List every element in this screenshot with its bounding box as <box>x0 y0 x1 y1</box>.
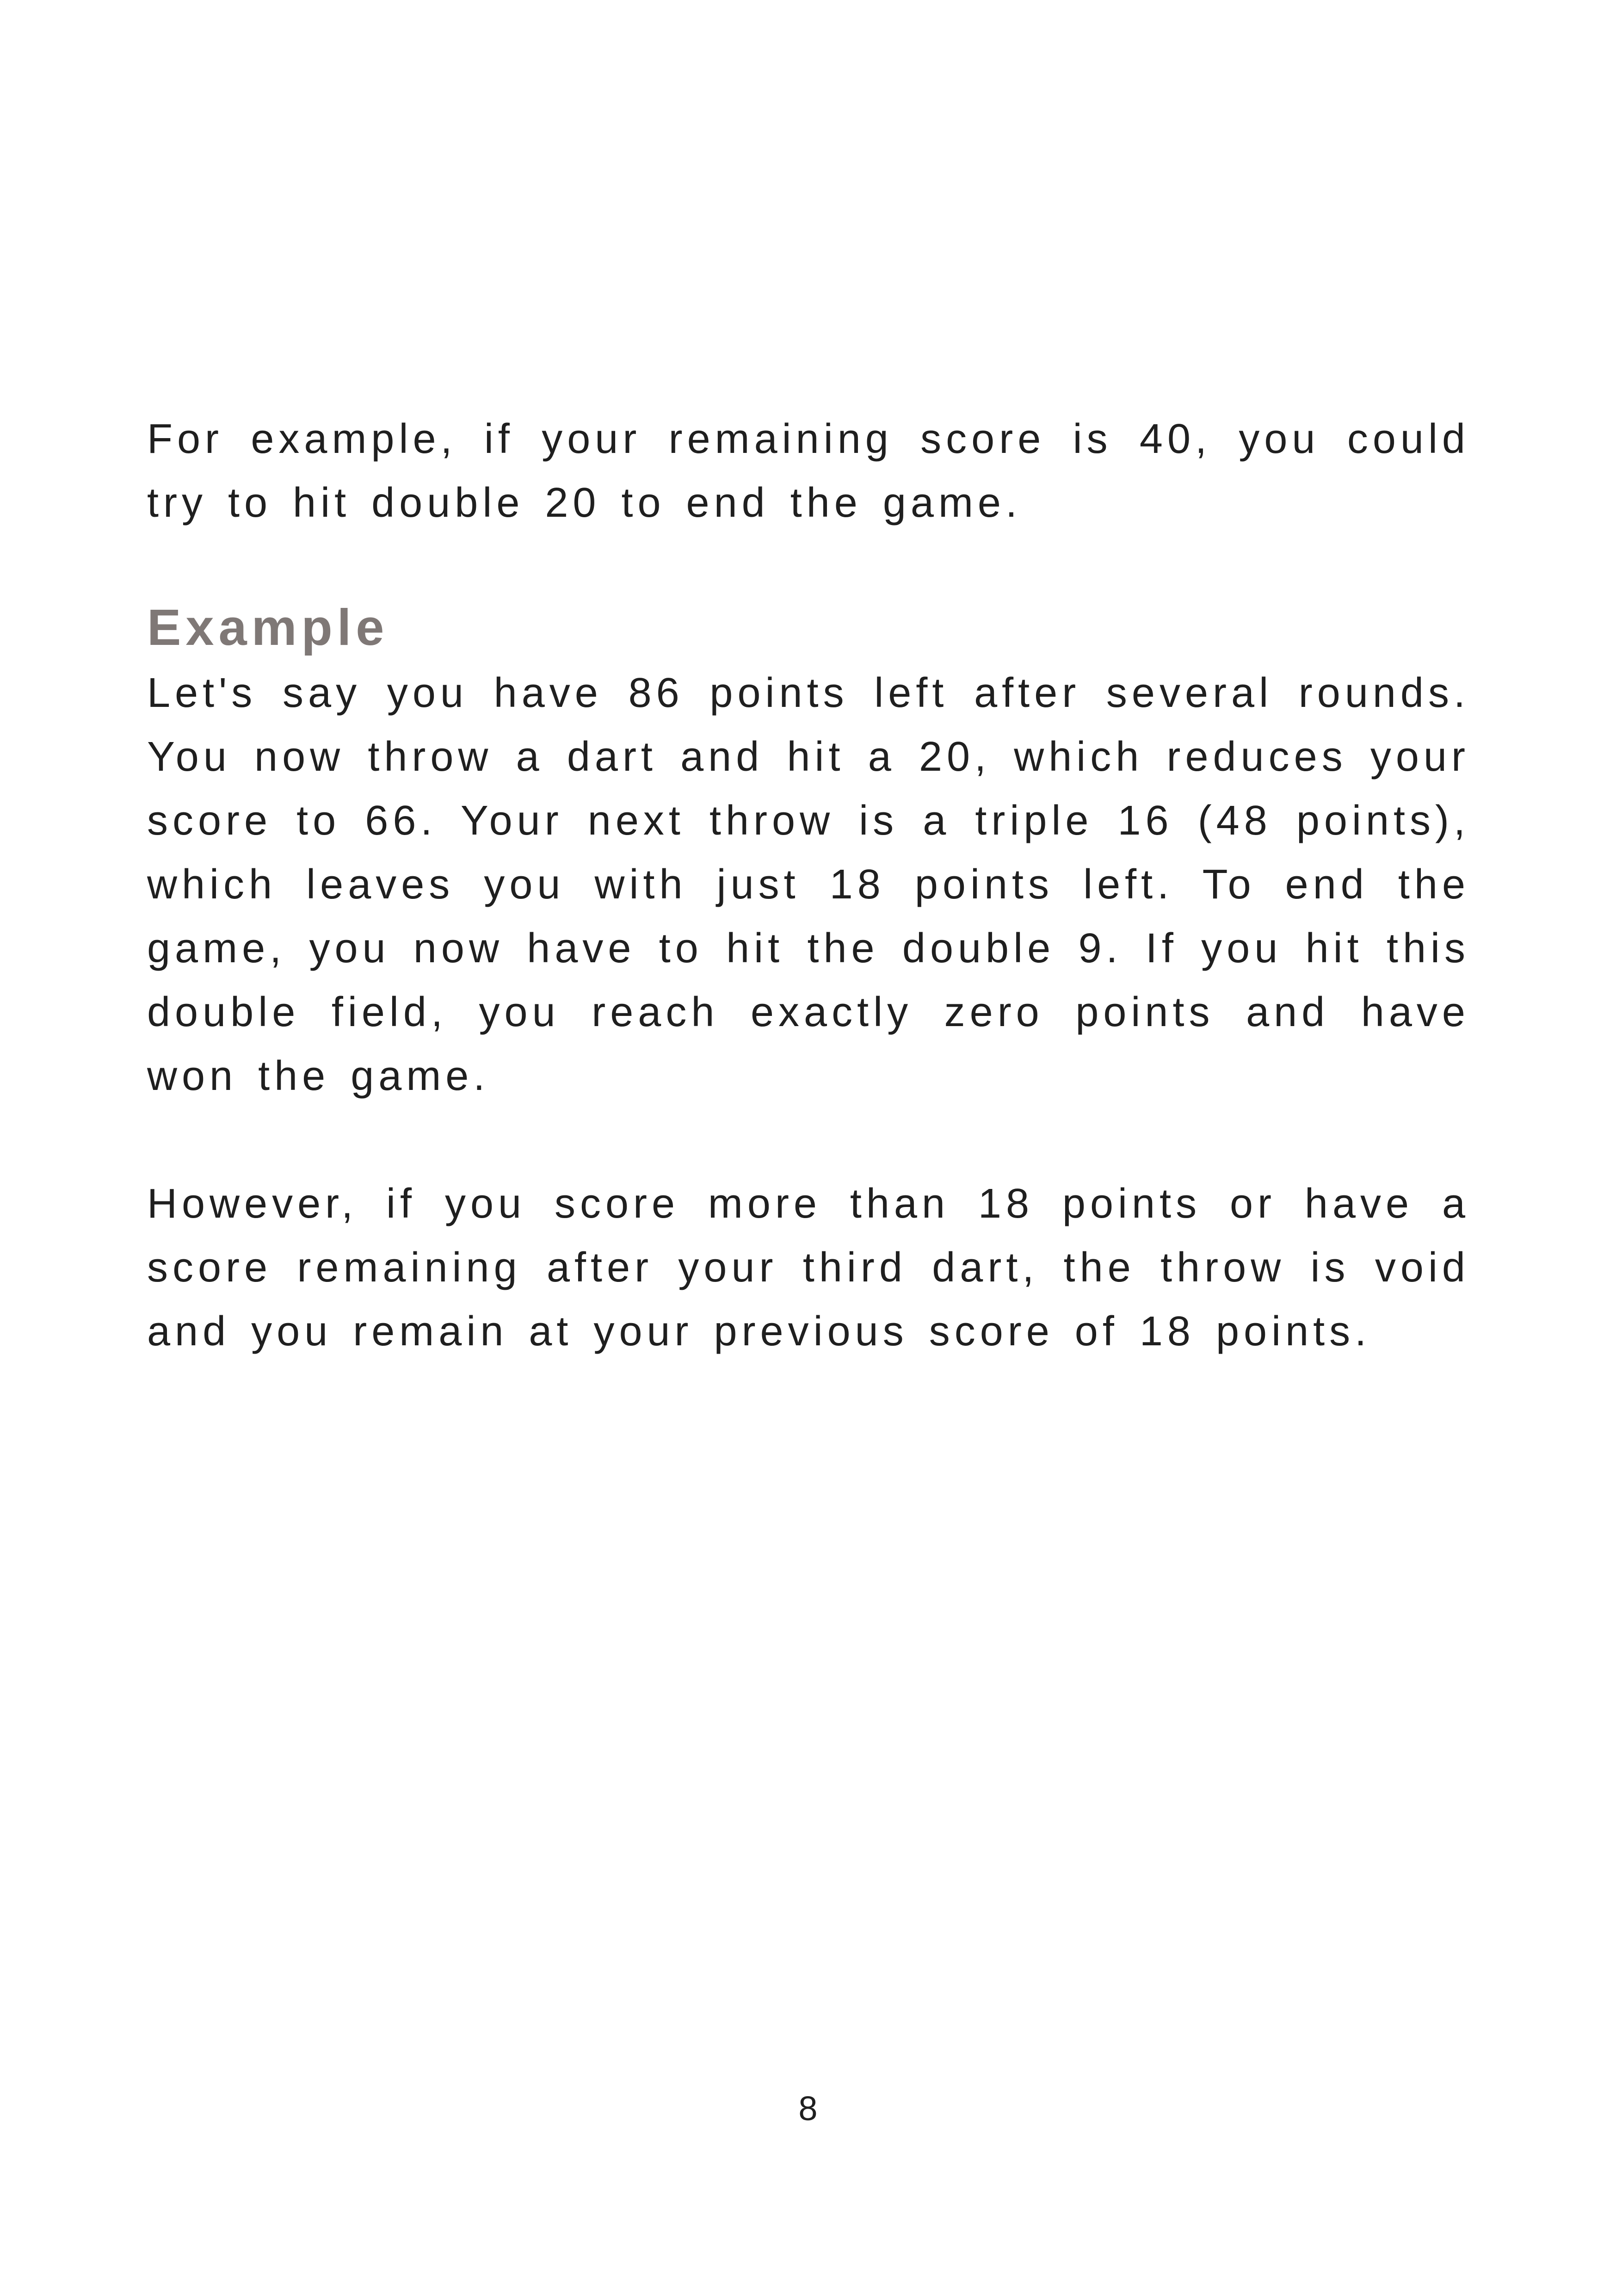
followup-paragraph: However, if you score more than 18 points or have a score remaining after your third dart, the throw is void and you remain at your previous score of 18 points. <box>147 1181 1470 1355</box>
section-heading: Example <box>147 599 389 656</box>
page-content <box>147 407 1470 1363</box>
intro-paragraph: For example, if your remaining score is 40, you could try to hit double 20 to end the game. <box>147 416 1470 526</box>
page-number: 8 <box>798 2089 818 2128</box>
example-paragraph: Let's say you have 86 points left after several rounds. You now throw a dart and hit a 20, which reduces your score to 66. Your next throw is a triple 16 (48 points), which leaves you with just 18 points left. To end the game, you now have to hit the double 9. If you hit this double field, you reach exactly zero points and have won the game. <box>147 670 1470 1099</box>
